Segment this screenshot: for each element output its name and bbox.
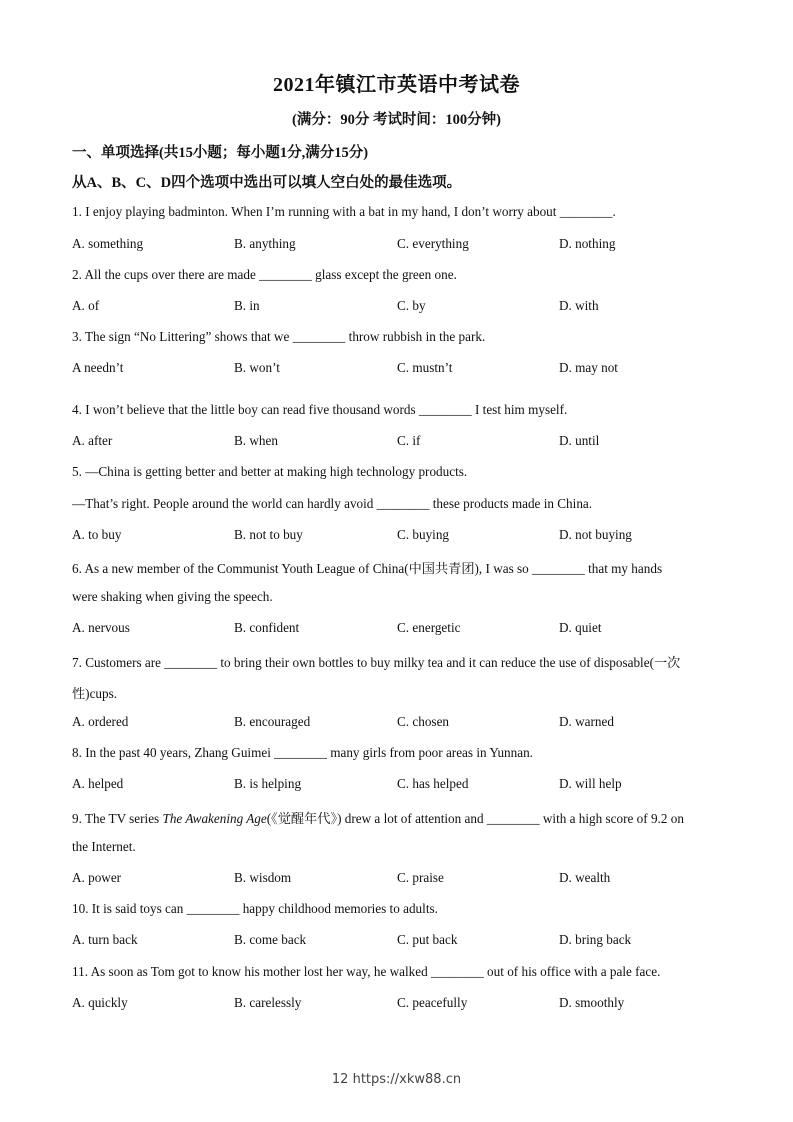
question-10-option-b: B. come back [234,932,307,947]
question-7-option-d: D. warned [559,714,614,729]
question-2-option-d: D. with [559,298,599,313]
question-6-option-d: D. quiet [559,620,602,635]
question-4-option-c: C. if [397,433,421,448]
question-9-option-d: D. wealth [559,870,611,885]
question-10-option-c: C. put back [397,932,458,947]
question-11-text: 11. As soon as Tom got to know his mother lost her way, he walked ________ out of his office with a pale face. [72,964,661,979]
question-9-text-pre: 9. The TV series [72,811,163,826]
question-5-option-b: B. not to buy [234,527,303,542]
question-6-option-b: B. confident [234,620,300,635]
question-8-text: 8. In the past 40 years, Zhang Guimei ________ many girls from poor areas in Yunnan. [72,745,533,760]
question-5-option-a: A. to buy [72,527,122,542]
question-5-option-c: C. buying [397,527,450,542]
question-1-option-a: A. something [72,236,144,251]
question-3-option-d: D. may not [559,360,618,375]
question-11-option-a: A. quickly [72,995,128,1010]
question-6-option-c: C. energetic [397,620,461,635]
question-7-text: 7. Customers are ________ to bring their own bottles to buy milky tea and it can reduce the use of disposable(一次 [72,655,681,670]
question-1-option-c: C. everything [397,236,469,251]
question-11-option-d: D. smoothly [559,995,625,1010]
question-3-option-b: B. won’t [234,360,280,375]
question-6-text: 6. As a new member of the Communist Youth League of China(中国共青团), I was so ________ that my hands [72,561,663,576]
question-2-text: 2. All the cups over there are made ________ glass except the green one. [72,267,457,282]
question-3-option-a: A needn’t [72,360,124,375]
question-4-option-d: D. until [559,433,600,448]
question-2-option-c: C. by [397,298,426,313]
question-4-option-a: A. after [72,433,113,448]
question-8-option-c: C. has helped [397,776,469,791]
question-7-option-a: A. ordered [72,714,129,729]
question-7-option-b: B. encouraged [234,714,311,729]
question-9-series-title: The Awakening Age [162,811,267,826]
question-2-option-a: A. of [72,298,100,313]
question-6-option-a: A. nervous [72,620,130,635]
question-8-option-a: A. helped [72,776,124,791]
page-subtitle: (满分：90分 考试时间：100分钟) [291,112,502,128]
question-11-option-c: C. peacefully [397,995,468,1010]
question-7-text-line-2: 性)cups. [72,686,118,701]
question-6-text-line-2: were shaking when giving the speech. [72,589,273,604]
question-8-option-d: D. will help [559,776,622,791]
question-10-text: 10. It is said toys can ________ happy childhood memories to adults. [72,901,438,916]
question-1-option-b: B. anything [234,236,296,251]
question-11-option-b: B. carelessly [234,995,302,1010]
question-10-option-d: D. bring back [559,932,632,947]
page-title: 2021年镇江市英语中考试卷 [273,74,520,96]
question-9-option-b: B. wisdom [234,870,292,885]
question-8-option-b: B. is helping [234,776,302,791]
instruction-text: 从A、B、C、D四个选项中选出可以填人空白处的最佳选项。 [72,175,462,191]
question-5-text-line-2: —That’s right. People around the world can hardly avoid ________ these products made in China. [72,496,593,511]
question-9-option-c: C. praise [397,870,444,885]
question-2-option-b: B. in [234,298,260,313]
question-4-text: 4. I won’t believe that the little boy can read five thousand words ________ I test him myself. [72,402,568,417]
question-3-text: 3. The sign “No Littering” shows that we ________ throw rubbish in the park. [72,329,486,344]
question-3-option-c: C. mustn’t [397,360,453,375]
question-4-option-b: B. when [234,433,278,448]
question-9-option-a: A. power [72,870,122,885]
question-1-text: 1. I enjoy playing badminton. When I’m running with a bat in my hand, I don’t worry about ________. [72,204,616,219]
question-9-text-post: (《觉醒年代》) drew a lot of attention and ________ with a high score of 9.2 on [266,811,684,826]
page-footer: 12 https://xkw88.cn [331,1072,462,1087]
question-1-option-d: D. nothing [559,236,616,251]
section-heading: 一、单项选择(共15小题；每小题1分,满分15分) [72,145,369,161]
question-5-text: 5. —China is getting better and better at making high technology products. [72,464,468,479]
question-9-text-line-2: the Internet. [72,839,136,854]
question-5-option-d: D. not buying [559,527,632,542]
question-7-option-c: C. chosen [397,714,450,729]
question-9-text [72,808,684,827]
question-10-option-a: A. turn back [72,932,138,947]
